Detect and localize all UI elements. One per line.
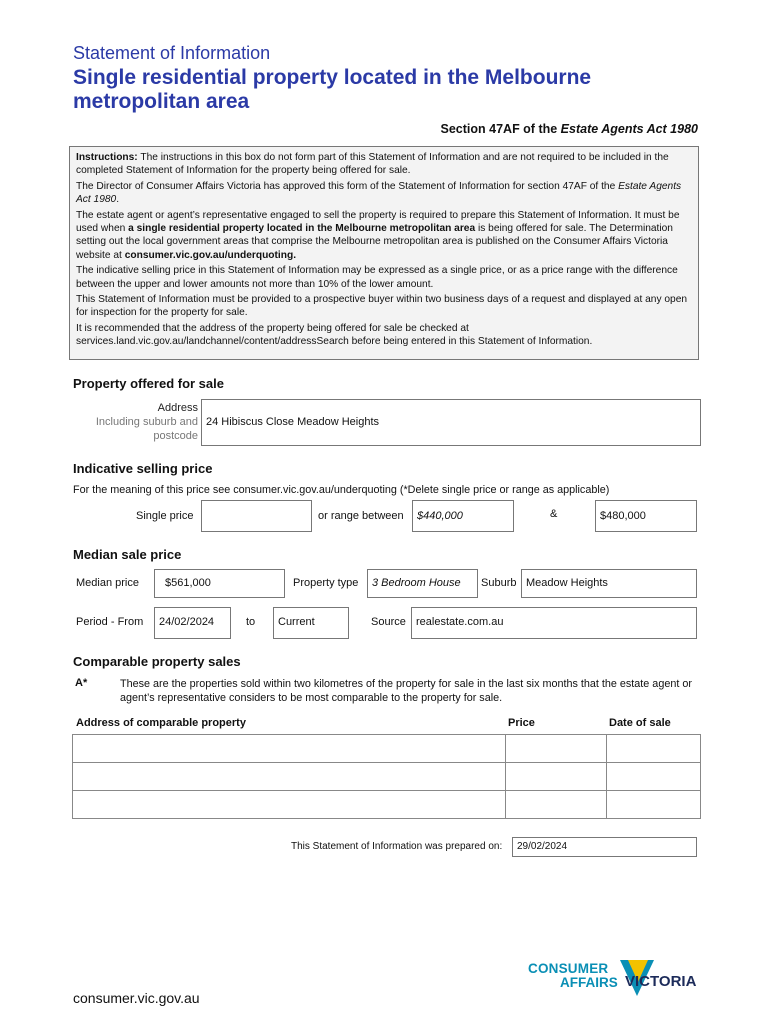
comp-date-cell[interactable] [607, 763, 701, 791]
comp-date-cell[interactable] [607, 791, 701, 819]
period-from-field[interactable] [154, 607, 231, 639]
table-row [73, 791, 701, 819]
table-row [73, 735, 701, 763]
address-label-line2: Including suburb and [95, 416, 198, 428]
logo-text-affairs: AFFAIRS [560, 975, 618, 990]
address-label [80, 401, 198, 443]
period-from-label: Period - From [76, 616, 144, 628]
address-field[interactable] [201, 399, 701, 446]
instr-p3: The estate agent or agent’s representative engaged to sell the property is required to prepare this Statement of Information. It must be used when a single residential property located in the Melbourne metropolitan area is being offered for sale. The Determination setting out the local government areas that comprise the Melbourne metropolitan area is published on the Consumer Affairs Victoria website at consumer.vic.gov.au/underquoting. [76, 209, 680, 261]
address-label-line1: Address [157, 402, 198, 414]
form-subtitle: Statement of Information [73, 43, 271, 63]
comp-price-cell[interactable] [506, 735, 607, 763]
period-to-value: Current [278, 616, 315, 628]
section-prefix: Section 47AF of the [440, 122, 561, 136]
col-date-header: Date of sale [609, 717, 671, 729]
col-address-header: Address of comparable property [76, 717, 246, 729]
form-title-line2: metropolitan area [73, 90, 250, 113]
table-row [73, 763, 701, 791]
range-low-field[interactable] [412, 500, 514, 532]
range-amp: & [550, 508, 558, 520]
comparable-heading: Comparable property sales [73, 654, 241, 669]
logo-text-victoria: VICTORIA [625, 973, 697, 990]
instructions-box [69, 146, 699, 360]
source-label: Source [371, 616, 406, 628]
source-value: realestate.com.au [416, 616, 504, 628]
range-high-value: $480,000 [600, 510, 646, 522]
median-price-value: $561,000 [165, 577, 211, 589]
address-label-line3: postcode [153, 430, 198, 442]
comp-price-cell[interactable] [506, 791, 607, 819]
consumer-affairs-victoria-logo [528, 958, 703, 1006]
form-title-line1: Single residential property located in the Melbourne [73, 66, 592, 89]
address-value: 24 Hibiscus Close Meadow Heights [206, 416, 380, 428]
median-price-label: Median price [76, 577, 139, 589]
col-price-header: Price [508, 717, 535, 729]
section-reference [441, 122, 698, 136]
median-heading: Median sale price [73, 547, 182, 562]
property-type-label: Property type [293, 577, 359, 589]
suburb-field[interactable] [521, 569, 697, 598]
form-title [73, 66, 591, 114]
comp-price-cell[interactable] [506, 763, 607, 791]
range-label: or range between [318, 510, 404, 522]
median-price-field[interactable] [154, 569, 285, 598]
instr-p6: It is recommended that the address of the property being offered for sale be checked at services.land.vic.gov.au/landchannel/content/addressSearch before being entered in this Statement of Information. [76, 322, 593, 348]
property-type-field[interactable] [367, 569, 478, 598]
prepared-date-field[interactable] [512, 837, 697, 857]
range-high-field[interactable] [595, 500, 697, 532]
instr-p1: Instructions: The instructions in this box do not form part of this Statement of Information and are not required to be included in the completed Statement of Information for the property being offered for sale. [76, 152, 669, 177]
suburb-value: Meadow Heights [526, 577, 608, 589]
footer-url: consumer.vic.gov.au [73, 990, 200, 1006]
instr-p4: The indicative selling price in this Statement of Information may be expressed as a single price, or as a price range with the difference between the upper and lower amounts not more than 10% of the lower amount. [76, 265, 678, 290]
suburb-label: Suburb [481, 577, 517, 589]
comparable-table [72, 734, 701, 819]
comparable-text: These are the properties sold within two kilometres of the property for sale in the last six months that the estate agent or agent’s representative considers to be most comparable to the property for sale. [120, 678, 692, 704]
instr-p2: The Director of Consumer Affairs Victoria has approved this form of the Statement of Information for section 47AF of the Estate Agents Act 1980. [76, 180, 682, 206]
property-heading: Property offered for sale [73, 376, 224, 391]
single-price-label: Single price [136, 510, 194, 522]
range-low-value: $440,000 [417, 510, 463, 522]
logo-text-consumer: CONSUMER [528, 961, 609, 976]
section-act: Estate Agents Act 1980 [560, 122, 698, 136]
instr-p5: This Statement of Information must be provided to a prospective buyer within two business days of a request and displayed at any open for inspection for the property for sale. [76, 294, 688, 319]
prepared-label: This Statement of Information was prepared on: [291, 841, 503, 852]
indicative-heading: Indicative selling price [73, 461, 213, 476]
comparable-marker: A* [75, 677, 88, 689]
comp-address-cell[interactable] [73, 791, 506, 819]
property-type-value: 3 Bedroom House [372, 577, 461, 589]
period-from-value: 24/02/2024 [159, 616, 215, 628]
comp-date-cell[interactable] [607, 735, 701, 763]
single-price-field[interactable] [201, 500, 312, 532]
comp-address-cell[interactable] [73, 735, 506, 763]
period-to-field[interactable] [273, 607, 349, 639]
indicative-note: For the meaning of this price see consumer.vic.gov.au/underquoting (*Delete single price or range as applicable) [73, 484, 610, 496]
comp-address-cell[interactable] [73, 763, 506, 791]
source-field[interactable] [411, 607, 697, 639]
to-label: to [246, 616, 256, 628]
prepared-date-value: 29/02/2024 [517, 841, 568, 852]
